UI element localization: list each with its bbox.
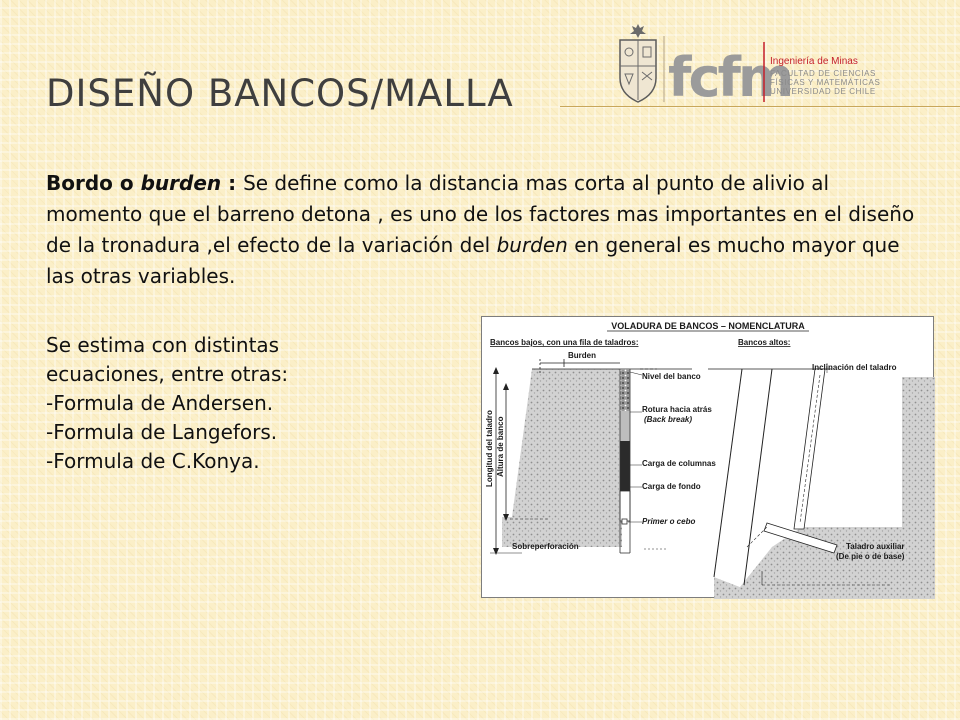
auxiliar2-label: (De pie o de base) (836, 552, 905, 561)
logo-department: Ingeniería de Minas (770, 56, 858, 67)
definition-text-end: en general es mucho mayor que las otras variables. (46, 233, 900, 288)
nivel-label: Nivel del banco (642, 372, 701, 381)
list-item: -Formula de Langefors. (46, 420, 278, 444)
back-break-label: (Back break) (644, 415, 693, 424)
altura-label: Altura de banco (496, 416, 505, 477)
figure-title: VOLADURA DE BANCOS – NOMENCLATURA (611, 321, 805, 331)
left-bench-rock (502, 369, 617, 547)
rotura-label: Rotura hacia atrás (642, 405, 712, 414)
list-item: Se estima con distintas (46, 333, 280, 357)
formula-list (46, 331, 288, 476)
inclined-hole (794, 369, 825, 529)
right-bench-rock (740, 377, 935, 599)
university-crest-icon (620, 24, 656, 102)
burden-label: Burden (568, 351, 596, 360)
fcfm-logo (606, 22, 936, 108)
left-heading: Bancos bajos, con una fila de taladros: (490, 338, 639, 347)
carga-fondo-label: Carga de fondo (642, 482, 701, 491)
fcfm-brand: fcfm (668, 46, 792, 108)
longitud-label: Longitud del taladro (485, 410, 494, 487)
sobre-label: Sobreperforación (512, 542, 579, 551)
inclinacion-label: Inclinación del taladro (812, 363, 897, 372)
carga-columnas-label: Carga de columnas (642, 459, 716, 468)
burden-definition (46, 168, 926, 292)
term-label: Bordo o (46, 171, 141, 195)
auxiliar-label: Taladro auxiliar (846, 542, 905, 551)
logo-faculty-line2: FÍSICAS Y MATEMÁTICAS (770, 78, 881, 87)
slide-title: DISEÑO BANCOS/MALLA (46, 72, 514, 115)
term-colon: : (221, 171, 244, 195)
list-item: -Formula de Andersen. (46, 391, 274, 415)
term-italic: burden (140, 171, 222, 195)
logo-faculty-line1: FACULTAD DE CIENCIAS (770, 69, 876, 78)
right-heading: Bancos altos: (738, 338, 791, 347)
list-item: -Formula de C.Konya. (46, 449, 260, 473)
primer-label: Primer o cebo (642, 517, 696, 526)
definition-text: Se define como la distancia mas corta al punto de alivio al momento que el barreno detona , es uno de los factores mas importantes en el diseño de la tronadura ,el efecto de la variación del (46, 171, 915, 257)
bench-nomenclature-diagram (481, 316, 934, 598)
definition-italic: burden (496, 233, 568, 257)
list-item: ecuaciones, entre otras: (46, 362, 289, 386)
logo-university: UNIVERSIDAD DE CHILE (770, 87, 876, 96)
